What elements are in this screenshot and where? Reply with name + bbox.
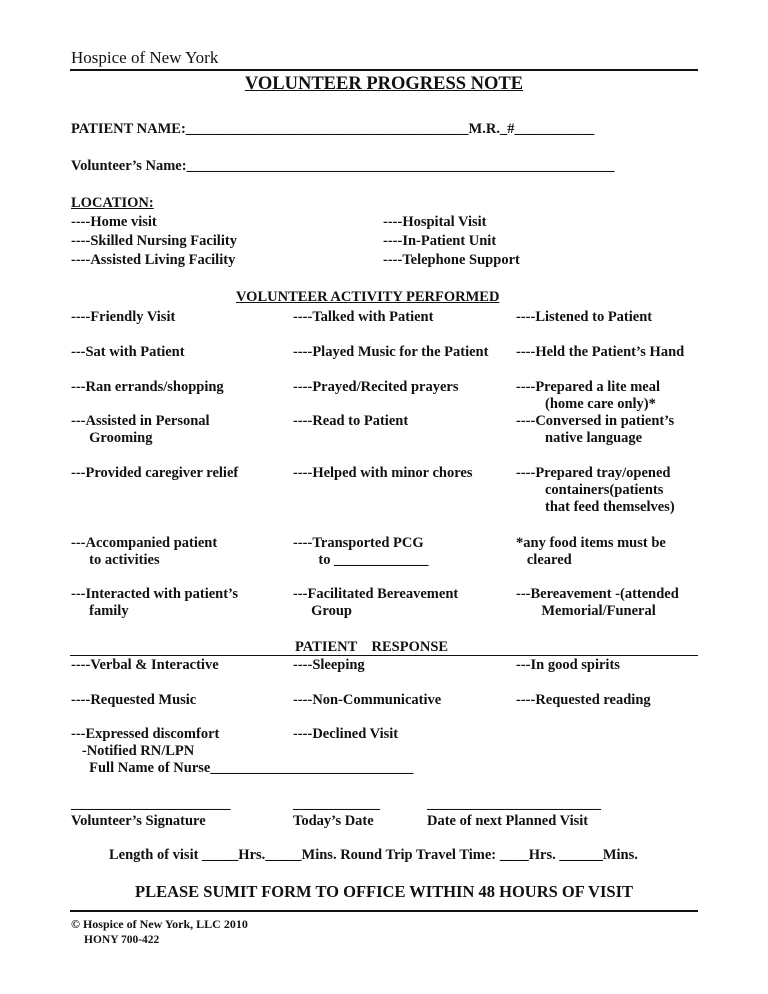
response-option[interactable]: ---Expressed discomfort -Notified RN/LPN Full Name of Nurse____________________________ bbox=[71, 726, 414, 776]
activity-option[interactable]: ----Played Music for the Patient bbox=[293, 344, 489, 360]
activity-option[interactable]: ---Sat with Patient bbox=[71, 344, 185, 360]
volunteer-name-field[interactable]: Volunteer’s Name:___________________________________________________________ bbox=[71, 158, 615, 174]
copyright-notice: © Hospice of New York, LLC 2010 bbox=[71, 917, 248, 931]
activity-option[interactable]: ----Prepared tray/opened containers(patients that feed themselves) bbox=[516, 465, 675, 515]
location-option[interactable]: ----In-Patient Unit bbox=[383, 233, 497, 249]
activity-heading: VOLUNTEER ACTIVITY PERFORMED bbox=[236, 289, 500, 305]
activity-option[interactable]: ----Prayed/Recited prayers bbox=[293, 379, 459, 395]
volunteer-signature-label: Volunteer’s Signature bbox=[71, 813, 206, 829]
activity-option[interactable]: ---Ran errands/shopping bbox=[71, 379, 224, 395]
location-option[interactable]: ----Home visit bbox=[71, 214, 157, 230]
activity-option[interactable]: ---Assisted in Personal Grooming bbox=[71, 413, 210, 446]
location-option[interactable]: ----Telephone Support bbox=[383, 252, 520, 268]
activity-option[interactable]: ---Interacted with patient’s family bbox=[71, 586, 238, 619]
form-title: VOLUNTEER PROGRESS NOTE bbox=[244, 74, 524, 94]
location-option[interactable]: ----Assisted Living Facility bbox=[71, 252, 236, 268]
location-option[interactable]: ----Skilled Nursing Facility bbox=[71, 233, 237, 249]
next-visit-date-line[interactable]: ________________________ bbox=[427, 796, 601, 812]
activity-option[interactable]: ---Facilitated Bereavement Group bbox=[293, 586, 459, 619]
next-visit-date-label: Date of next Planned Visit bbox=[427, 813, 589, 829]
location-option[interactable]: ----Hospital Visit bbox=[383, 214, 487, 230]
activity-option[interactable]: ----Held the Patient’s Hand bbox=[516, 344, 685, 360]
patient-name-field[interactable]: PATIENT NAME:_______________________________________M.R._#___________ bbox=[71, 121, 595, 137]
activity-option[interactable]: ----Talked with Patient bbox=[293, 309, 434, 325]
response-option[interactable]: ----Requested reading bbox=[516, 692, 651, 708]
form-number: HONY 700-422 bbox=[84, 934, 160, 946]
response-option[interactable]: ----Verbal & Interactive bbox=[71, 657, 219, 673]
activity-option[interactable]: ----Prepared a lite meal (home care only)* bbox=[516, 379, 661, 412]
submit-notice: PLEASE SUMIT FORM TO OFFICE WITHIN 48 HOURS OF VISIT bbox=[134, 882, 633, 901]
todays-date-line[interactable]: ____________ bbox=[293, 796, 380, 812]
organization-name: Hospice of New York bbox=[71, 48, 219, 67]
activity-option[interactable]: ---Bereavement -(attended Memorial/Funeral bbox=[516, 586, 679, 619]
volunteer-signature-line[interactable]: ______________________ bbox=[71, 796, 231, 812]
activity-option[interactable]: ----Friendly Visit bbox=[71, 309, 176, 325]
todays-date-label: Today’s Date bbox=[293, 813, 374, 829]
activity-note: *any food items must be cleared bbox=[516, 535, 666, 568]
visit-length-line[interactable]: Length of visit _____Hrs._____Mins. Round Trip Travel Time: ____Hrs. ______Mins. bbox=[109, 847, 638, 863]
header-rule bbox=[70, 69, 698, 71]
activity-option[interactable]: ----Transported PCG to _____________ bbox=[293, 535, 429, 568]
response-option[interactable]: ---In good spirits bbox=[516, 657, 620, 673]
response-option[interactable]: ----Declined Visit bbox=[293, 726, 399, 742]
response-option[interactable]: ----Requested Music bbox=[71, 692, 197, 708]
activity-option[interactable]: ----Conversed in patient’s native language bbox=[516, 413, 675, 446]
response-option[interactable]: ----Sleeping bbox=[293, 657, 365, 673]
activity-option[interactable]: ----Read to Patient bbox=[293, 413, 409, 429]
activity-option[interactable]: ---Accompanied patient to activities bbox=[71, 535, 218, 568]
response-option[interactable]: ----Non-Communicative bbox=[293, 692, 442, 708]
footer-rule bbox=[70, 910, 698, 912]
activity-option[interactable]: ---Provided caregiver relief bbox=[71, 465, 239, 481]
activity-option[interactable]: ----Helped with minor chores bbox=[293, 465, 473, 481]
location-heading: LOCATION: bbox=[71, 195, 154, 211]
activity-option[interactable]: ----Listened to Patient bbox=[516, 309, 653, 325]
response-heading: PATIENT RESPONSE bbox=[295, 639, 449, 655]
